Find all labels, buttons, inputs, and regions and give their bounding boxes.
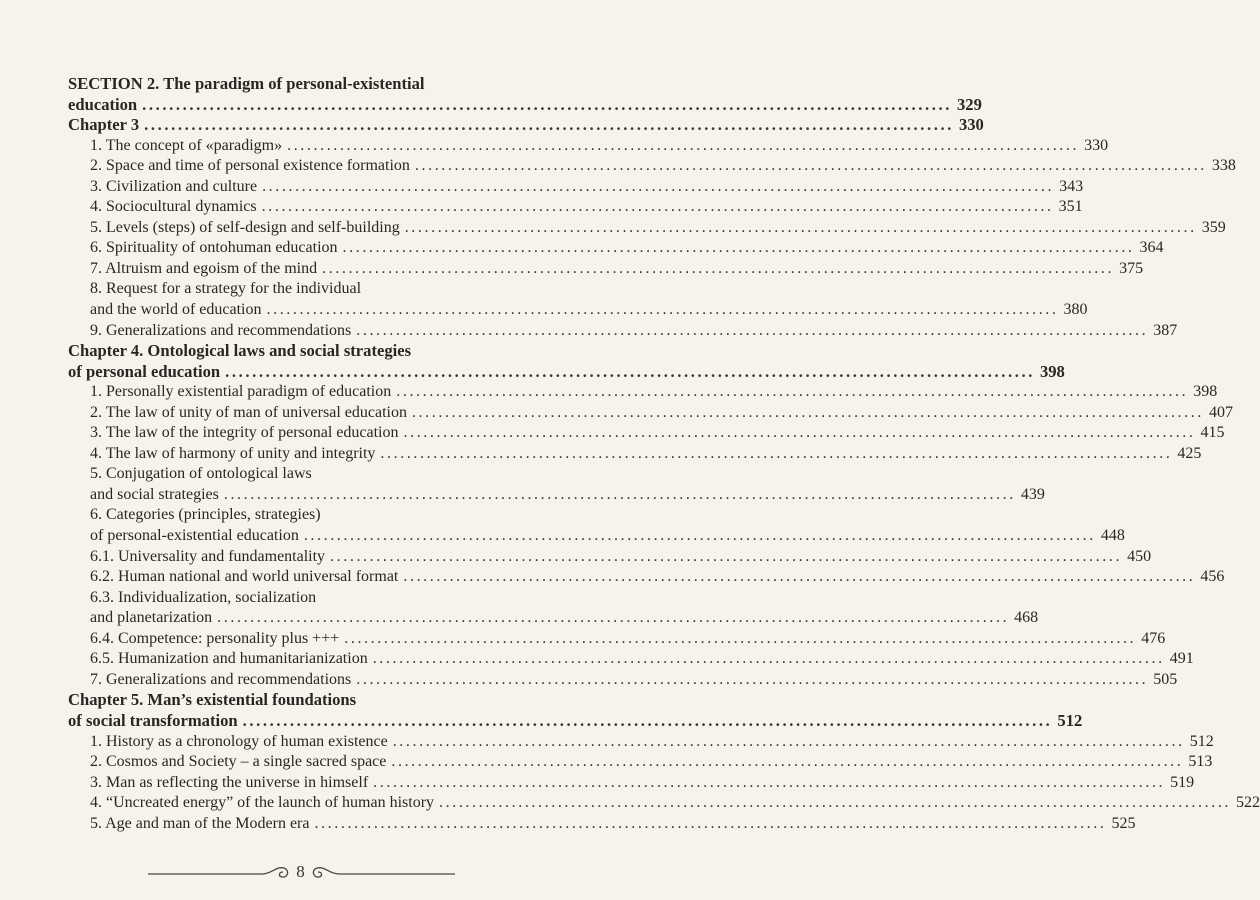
toc-entry-page: 364 xyxy=(1139,239,1164,257)
toc-entry-page: 519 xyxy=(1170,773,1195,791)
toc-entry-page: 525 xyxy=(1111,814,1136,832)
toc-entry-page: 522 xyxy=(1236,794,1260,812)
toc-leader-dots: ........................................................................................................................ xyxy=(342,239,1135,257)
toc-entry xyxy=(68,793,1260,814)
toc-entry-page: 513 xyxy=(1188,753,1213,771)
toc-entry xyxy=(68,177,1084,198)
toc-entry xyxy=(68,238,1164,259)
toc-entry-title: 6.4. Competence: personality plus +++ xyxy=(90,629,340,647)
table-of-contents xyxy=(68,74,1260,834)
toc-entry-title: 1. Personally existential paradigm of education xyxy=(90,383,392,401)
toc-leader-dots: ........................................................................................................................ xyxy=(439,794,1232,812)
toc-entry xyxy=(68,629,1166,650)
toc-entry-title: 4. Sociocultural dynamics xyxy=(90,198,257,216)
toc-entry-page: 448 xyxy=(1100,527,1125,545)
toc-entry-page: 456 xyxy=(1200,568,1225,586)
toc-leader-dots: ........................................................................................................................ xyxy=(142,94,952,114)
toc-entry-title: Chapter 4. Ontological laws and social strategies xyxy=(68,341,412,361)
toc-entry-page: 338 xyxy=(1211,157,1236,175)
toc-entry xyxy=(68,218,1226,239)
toc-entry-page: 468 xyxy=(1014,609,1039,627)
toc-entry-title: education xyxy=(68,94,138,114)
toc-entry-title: and planetarization xyxy=(90,609,213,627)
toc-entry-title: 3. The law of the integrity of personal education xyxy=(90,424,399,442)
toc-entry-page: 329 xyxy=(956,94,982,114)
toc-entry xyxy=(68,74,584,95)
toc-entry-page: 505 xyxy=(1153,670,1178,688)
toc-leader-dots: ........................................................................................................................ xyxy=(411,403,1204,421)
toc-leader-dots: ........................................................................................................................ xyxy=(303,527,1096,545)
toc-leader-dots: ........................................................................................................................ xyxy=(217,609,1010,627)
toc-entry-title: and social strategies xyxy=(90,485,219,503)
toc-entry-title: of personal education xyxy=(68,361,221,381)
toc-leader-dots: ........................................................................................................................ xyxy=(261,198,1054,216)
toc-leader-dots: ........................................................................................................................ xyxy=(262,177,1055,195)
toc-entry xyxy=(68,710,1083,732)
toc-entry-title: and the world of education xyxy=(90,301,262,319)
toc-leader-dots: ........................................................................................................................ xyxy=(322,259,1115,277)
toc-leader-dots: ........................................................................................................................ xyxy=(380,444,1173,462)
toc-entry xyxy=(68,156,1236,177)
toc-entry xyxy=(68,361,1065,383)
toc-entry-title: 6.5. Humanization and humanitarianization xyxy=(90,650,368,668)
toc-entry xyxy=(68,732,1214,753)
toc-entry xyxy=(68,444,1202,465)
toc-entry-page: 415 xyxy=(1200,424,1225,442)
toc-entry xyxy=(68,464,584,485)
toc-leader-dots: ........................................................................................................................ xyxy=(344,629,1137,647)
toc-entry xyxy=(68,814,1136,835)
toc-leader-dots: ........................................................................................................................ xyxy=(404,218,1197,236)
toc-entry-title: 4. “Uncreated energy” of the launch of human history xyxy=(90,794,435,812)
toc-leader-dots: ........................................................................................................................ xyxy=(225,361,1035,381)
toc-entry xyxy=(68,197,1083,218)
toc-entry-title: 3. Man as reflecting the universe in himself xyxy=(90,773,369,791)
toc-entry-title: 3. Civilization and culture xyxy=(90,177,258,195)
toc-entry-title: 5. Levels (steps) of self-design and self-building xyxy=(90,218,400,236)
toc-leader-dots: ........................................................................................................................ xyxy=(314,814,1107,832)
toc-entry-title: 6. Categories (principles, strategies) xyxy=(90,506,321,524)
toc-entry xyxy=(68,403,1233,424)
toc-entry-page: 343 xyxy=(1059,177,1084,195)
toc-entry xyxy=(68,752,1213,773)
toc-entry xyxy=(68,547,1152,568)
toc-entry-title: Chapter 3 xyxy=(68,115,140,135)
toc-entry-title: 1. The concept of «paradigm» xyxy=(90,136,283,154)
toc-leader-dots: ........................................................................................................................ xyxy=(414,157,1207,175)
toc-entry-title: 7. Altruism and egoism of the mind xyxy=(90,259,318,277)
toc-entry-page: 491 xyxy=(1169,650,1194,668)
toc-leader-dots: ........................................................................................................................ xyxy=(287,136,1080,154)
toc-entry-page: 398 xyxy=(1039,361,1065,381)
toc-entry-page: 476 xyxy=(1141,629,1166,647)
toc-entry-title: 6.1. Universality and fundamentality xyxy=(90,547,326,565)
toc-entry xyxy=(68,526,1125,547)
toc-entry-title: 8. Request for a strategy for the individual xyxy=(90,280,362,298)
toc-leader-dots: ........................................................................................................................ xyxy=(373,773,1166,791)
toc-entry-page: 407 xyxy=(1208,403,1233,421)
toc-leader-dots: ........................................................................................................................ xyxy=(396,383,1189,401)
toc-entry xyxy=(68,690,584,711)
toc-leader-dots: ........................................................................................................................ xyxy=(392,732,1185,750)
toc-entry xyxy=(68,115,984,136)
page-number: 8 xyxy=(296,862,305,881)
toc-entry-title: of social transformation xyxy=(68,710,238,730)
toc-entry-title: 4. The law of harmony of unity and integrity xyxy=(90,444,376,462)
toc-entry-title: of personal-existential education xyxy=(90,527,299,545)
toc-entry xyxy=(68,94,982,116)
toc-entry xyxy=(68,485,1045,506)
toc-leader-dots: ........................................................................................................................ xyxy=(144,115,954,135)
toc-entry-title: 1. History as a chronology of human existence xyxy=(90,732,388,750)
toc-entry-page: 398 xyxy=(1193,383,1218,401)
toc-entry-page: 359 xyxy=(1201,218,1226,236)
toc-entry xyxy=(68,382,1218,403)
toc-entry-page: 375 xyxy=(1119,259,1144,277)
toc-leader-dots: ........................................................................................................................ xyxy=(330,547,1123,565)
toc-entry-title: 6. Spirituality of ontohuman education xyxy=(90,239,338,257)
toc-entry-title: 7. Generalizations and recommendations xyxy=(90,670,352,688)
toc-entry-title: SECTION 2. The paradigm of personal-existential xyxy=(68,74,425,93)
toc-entry xyxy=(68,279,584,300)
toc-entry-title: 9. Generalizations and recommendations xyxy=(90,321,352,339)
toc-entry-title: 6.3. Individualization, socialization xyxy=(90,588,317,606)
toc-entry-page: 425 xyxy=(1177,444,1202,462)
toc-entry-page: 512 xyxy=(1057,710,1083,730)
toc-entry xyxy=(68,608,1039,629)
toc-entry-title: 2. Cosmos and Society – a single sacred space xyxy=(90,753,387,771)
toc-entry-title: 6.2. Human national and world universal format xyxy=(90,568,399,586)
toc-entry xyxy=(68,321,1178,342)
toc-leader-dots: ........................................................................................................................ xyxy=(223,485,1016,503)
toc-leader-dots: ........................................................................................................................ xyxy=(242,710,1053,730)
toc-entry xyxy=(68,259,1144,280)
toc-entry xyxy=(68,649,1194,670)
toc-entry xyxy=(68,300,1088,321)
toc-leader-dots: ........................................................................................................................ xyxy=(403,568,1196,586)
toc-entry-title: 2. Space and time of personal existence formation xyxy=(90,157,410,175)
toc-leader-dots: ........................................................................................................................ xyxy=(356,670,1149,688)
toc-entry-page: 330 xyxy=(958,115,984,135)
toc-entry xyxy=(68,773,1195,794)
toc-entry xyxy=(68,136,1109,157)
toc-entry xyxy=(68,341,584,362)
toc-entry-title: 2. The law of unity of man of universal education xyxy=(90,403,407,421)
toc-leader-dots: ........................................................................................................................ xyxy=(372,650,1165,668)
toc-entry-page: 380 xyxy=(1063,301,1088,319)
toc-leader-dots: ........................................................................................................................ xyxy=(356,321,1149,339)
toc-leader-dots: ........................................................................................................................ xyxy=(403,424,1196,442)
toc-entry-page: 330 xyxy=(1084,136,1109,154)
toc-entry xyxy=(68,588,584,609)
toc-entry-page: 351 xyxy=(1058,198,1083,216)
toc-leader-dots: ........................................................................................................................ xyxy=(391,753,1184,771)
toc-entry-title: 5. Conjugation of ontological laws xyxy=(90,465,312,483)
toc-entry-title: 5. Age and man of the Modern era xyxy=(90,814,310,832)
toc-entry xyxy=(68,423,1225,444)
toc-entry-page: 512 xyxy=(1189,732,1214,750)
toc-entry xyxy=(68,567,1225,588)
toc-entry xyxy=(68,505,584,526)
toc-entry xyxy=(68,670,1178,691)
toc-entry-page: 450 xyxy=(1127,547,1152,565)
toc-leader-dots: ........................................................................................................................ xyxy=(266,301,1059,319)
toc-entry-page: 439 xyxy=(1020,485,1045,503)
toc-entry-page: 387 xyxy=(1153,321,1178,339)
toc-entry-title: Chapter 5. Man’s existential foundations xyxy=(68,690,357,710)
